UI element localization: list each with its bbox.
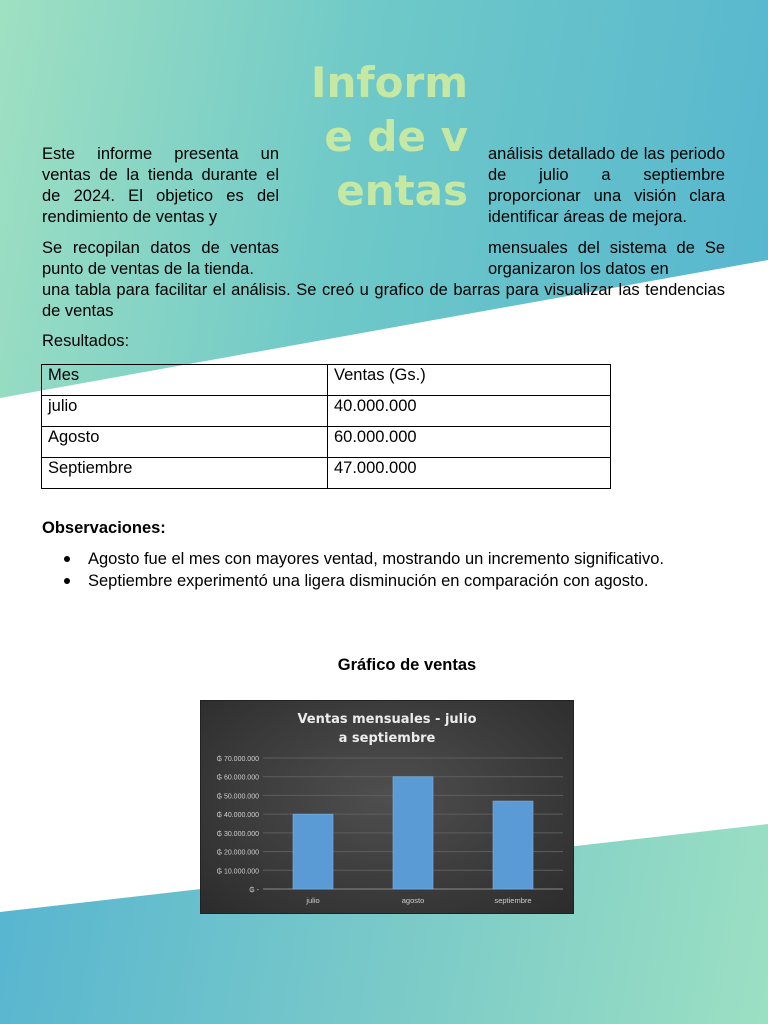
table-header-row xyxy=(42,365,611,396)
table-header-cell: Mes xyxy=(42,365,328,396)
table-row xyxy=(42,458,611,489)
method-text-left: Se recopilan datos de ventas punto de ventas de la tienda. xyxy=(42,239,279,278)
x-tick-label: septiembre xyxy=(494,896,532,905)
table-cell-sales: 47.000.000 xyxy=(328,458,611,489)
table-row xyxy=(42,427,611,458)
table-cell-sales: 40.000.000 xyxy=(328,396,611,427)
intro-text-left: Este informe presenta un ventas de la tienda durante el de 2024. El objetico es del rendimiento de ventas y xyxy=(42,145,279,226)
y-tick-label: ₲ 40.000.000 xyxy=(216,812,259,820)
y-tick-label: ₲ 60.000.000 xyxy=(216,774,259,782)
observations-list xyxy=(42,548,664,592)
list-item: Agosto fue el mes con mayores ventad, mostrando un incremento significativo. xyxy=(42,548,664,570)
method-text-full: una tabla para facilitar el análisis. Se creó u grafico de barras para visualizar las tendencias de ventas xyxy=(42,281,725,320)
table-cell-month: Septiembre xyxy=(42,458,328,489)
y-tick-label: ₲ 10.000.000 xyxy=(216,868,259,876)
observations-title: Observaciones: xyxy=(42,519,166,537)
list-item: Septiembre experimentó una ligera disminución en comparación con agosto. xyxy=(42,570,664,592)
x-tick-label: agosto xyxy=(401,896,425,905)
chart-title: Ventas mensuales - julio xyxy=(297,712,477,727)
results-label: Resultados: xyxy=(42,332,130,350)
bar-agosto xyxy=(393,777,433,889)
chart-canvas xyxy=(201,701,573,913)
y-tick-label: ₲ 30.000.000 xyxy=(216,830,259,838)
sales-bar-chart xyxy=(200,700,574,914)
table-header-cell: Ventas (Gs.) xyxy=(328,365,611,396)
chart-heading: Gráfico de ventas xyxy=(337,656,477,674)
table-cell-month: Agosto xyxy=(42,427,328,458)
y-tick-label: ₲ - xyxy=(249,887,259,894)
method-text-right: mensuales del sistema de Se organizaron los datos en xyxy=(488,239,725,278)
table-cell-month: julio xyxy=(42,396,328,427)
y-tick-label: ₲ 50.000.000 xyxy=(216,793,259,801)
sales-table xyxy=(41,364,611,489)
table-cell-sales: 60.000.000 xyxy=(328,427,611,458)
chart-title: a septiembre xyxy=(338,731,436,746)
intro-text-right: análisis detallado de las periodo de julio a septiembre proporcionar una visión clara identificar áreas de mejora. xyxy=(488,145,725,226)
table-row xyxy=(42,396,611,427)
y-tick-label: ₲ 20.000.000 xyxy=(216,849,259,857)
bar-julio xyxy=(293,814,333,889)
x-tick-label: julio xyxy=(306,896,320,905)
y-tick-label: ₲ 70.000.000 xyxy=(216,756,259,763)
bar-septiembre xyxy=(493,801,533,889)
document-title: Informe de ventas xyxy=(310,58,468,215)
